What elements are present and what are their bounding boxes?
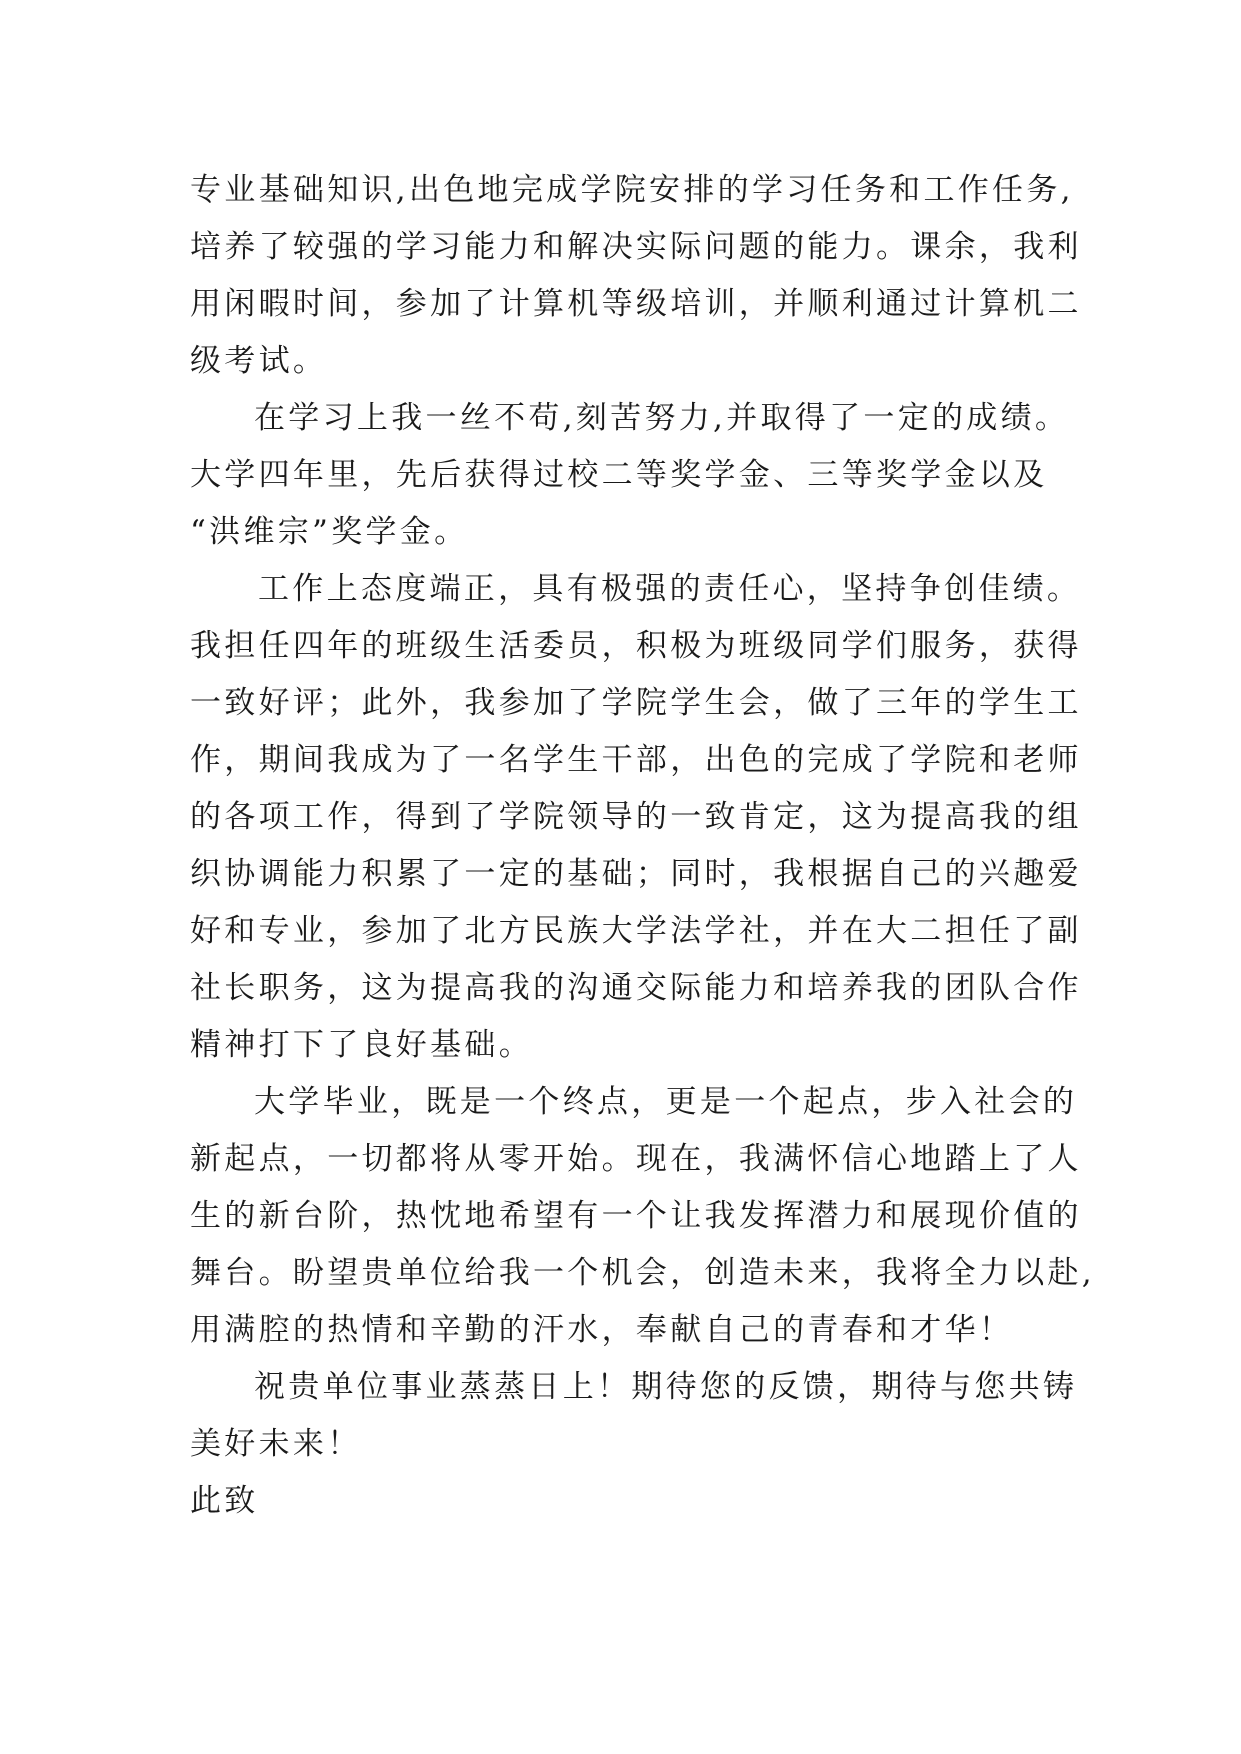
- paragraph-start-line: 在学习上我一丝不苟,刻苦努力,并取得了一定的成绩。: [254, 400, 1070, 436]
- text-line: 织协调能力积累了一定的基础；同时，我根据自己的兴趣爱: [190, 856, 1082, 892]
- text-line: 舞台。盼望贵单位给我一个机会，创造未来，我将全力以赴,: [190, 1255, 1095, 1291]
- text-line: 大学四年里，先后获得过校二等奖学金、三等奖学金以及: [190, 457, 1048, 493]
- paragraph-start-line: 工作上态度端正，具有极强的责任心，坚持争创佳绩。: [258, 571, 1082, 607]
- closing-salutation: 此致: [190, 1483, 259, 1519]
- text-line: 美好未来！: [190, 1426, 362, 1462]
- text-line: 生的新台阶，热忱地希望有一个让我发挥潜力和展现价值的: [190, 1198, 1082, 1234]
- text-line: 我担任四年的班级生活委员，积极为班级同学们服务，获得: [190, 628, 1082, 664]
- text-line: 新起点，一切都将从零开始。现在，我满怀信心地踏上了人: [190, 1141, 1082, 1177]
- text-line: 培养了较强的学习能力和解决实际问题的能力。课余，我利: [190, 229, 1082, 265]
- text-line: 用满腔的热情和辛勤的汗水，奉献自己的青春和才华！: [190, 1312, 1014, 1348]
- text-line: 好和专业，参加了北方民族大学法学社，并在大二担任了副: [190, 913, 1082, 949]
- paragraph-start-line: 大学毕业，既是一个终点，更是一个起点，步入社会的: [254, 1084, 1078, 1120]
- text-line: 社长职务，这为提高我的沟通交际能力和培养我的团队合作: [190, 970, 1082, 1006]
- text-line: “洪维宗”奖学金。: [190, 514, 469, 550]
- text-line: 的各项工作，得到了学院领导的一致肯定，这为提高我的组: [190, 799, 1082, 835]
- text-line: 作，期间我成为了一名学生干部，出色的完成了学院和老师: [190, 742, 1082, 778]
- text-line: 级考试。: [190, 343, 328, 379]
- text-line: 专业基础知识,出色地完成学院安排的学习任务和工作任务,: [190, 172, 1074, 208]
- text-line: 一致好评；此外，我参加了学院学生会，做了三年的学生工: [190, 685, 1082, 721]
- text-line: 精神打下了良好基础。: [190, 1027, 533, 1063]
- text-line: 用闲暇时间，参加了计算机等级培训，并顺利通过计算机二: [190, 286, 1082, 322]
- paragraph-start-line: 祝贵单位事业蒸蒸日上！期待您的反馈，期待与您共铸: [254, 1369, 1078, 1405]
